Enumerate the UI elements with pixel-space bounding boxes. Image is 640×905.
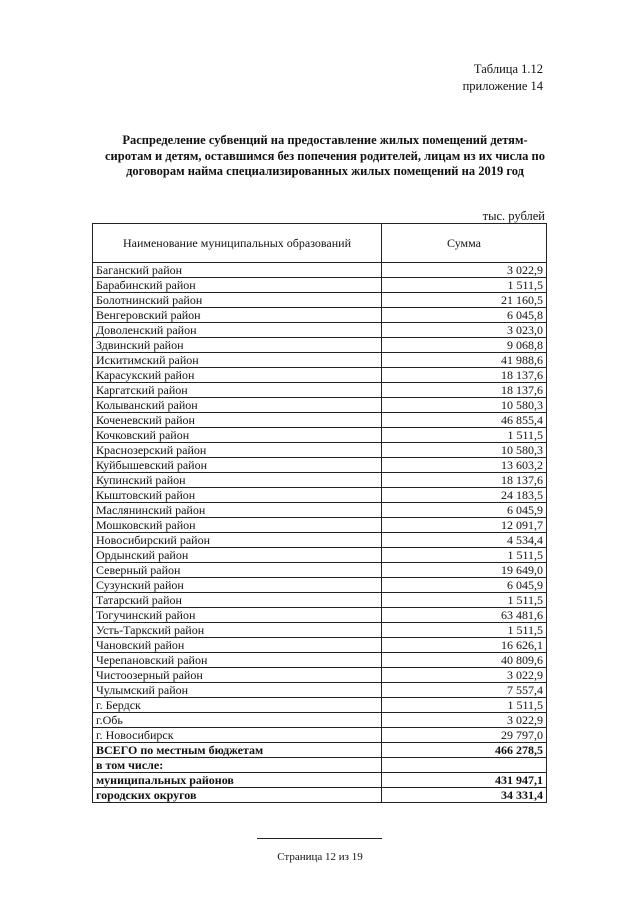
- municipality-name: Барабинский район: [93, 278, 382, 293]
- municipality-sum: 46 855,4: [382, 413, 547, 428]
- municipality-name: г.Обь: [93, 713, 382, 728]
- municipality-sum: 1 511,5: [382, 698, 547, 713]
- municipality-sum: 3 022,9: [382, 668, 547, 683]
- table-row: [93, 278, 547, 293]
- municipality-sum: 6 045,8: [382, 308, 547, 323]
- table-row: [93, 263, 547, 278]
- municipality-name: Коченевский район: [93, 413, 382, 428]
- municipality-sum: 1 511,5: [382, 623, 547, 638]
- footer-divider: [257, 838, 382, 839]
- cities-sum: 34 331,4: [382, 788, 547, 803]
- table-row: [93, 533, 547, 548]
- municipality-sum: 1 511,5: [382, 593, 547, 608]
- municipality-name: Черепановский район: [93, 653, 382, 668]
- title-line: сиротам и детям, оставшимся без попечения родителей, лицам из их числа по: [105, 148, 545, 163]
- title-line: Распределение субвенций на предоставление жилых помещений детям-: [122, 133, 528, 147]
- table-header-row: [93, 224, 547, 263]
- column-header-sum: Сумма: [382, 224, 547, 263]
- municipality-sum: 18 137,6: [382, 473, 547, 488]
- municipality-name: Искитимский район: [93, 353, 382, 368]
- title-line: договорам найма специализированных жилых помещений на 2019 год: [126, 164, 524, 178]
- municipality-sum: 3 023,0: [382, 323, 547, 338]
- page-number: Страница 12 из 19: [277, 851, 363, 863]
- including-sum-empty: [382, 758, 547, 773]
- table-row: [93, 323, 547, 338]
- municipality-name: Усть-Таркский район: [93, 623, 382, 638]
- cities-label: городских округов: [93, 788, 382, 803]
- districts-label: муниципальных районов: [93, 773, 382, 788]
- municipality-name: Доволенский район: [93, 323, 382, 338]
- units-label: тыс. рублей: [482, 209, 545, 223]
- table-row: [93, 398, 547, 413]
- districts-row: [93, 773, 547, 788]
- municipality-sum: 12 091,7: [382, 518, 547, 533]
- municipality-name: Колыванский район: [93, 398, 382, 413]
- municipality-sum: 13 603,2: [382, 458, 547, 473]
- table-body: [93, 263, 547, 743]
- table-row: [93, 413, 547, 428]
- table-row: [93, 563, 547, 578]
- table-row: [93, 608, 547, 623]
- subsidy-table: [92, 223, 547, 803]
- municipality-name: Кыштовский район: [93, 488, 382, 503]
- municipality-sum: 3 022,9: [382, 713, 547, 728]
- cities-row: [93, 788, 547, 803]
- municipality-sum: 4 534,4: [382, 533, 547, 548]
- table-row: [93, 353, 547, 368]
- municipality-sum: 3 022,9: [382, 263, 547, 278]
- table-row: [93, 728, 547, 743]
- municipality-sum: 6 045,9: [382, 578, 547, 593]
- municipality-name: г. Бердск: [93, 698, 382, 713]
- municipality-name: Маслянинский район: [93, 503, 382, 518]
- total-row: [93, 743, 547, 758]
- appendix-label: приложение 14: [462, 79, 543, 93]
- municipality-name: Здвинский район: [93, 338, 382, 353]
- municipality-name: Каргатский район: [93, 383, 382, 398]
- municipality-name: Купинский район: [93, 473, 382, 488]
- municipality-sum: 18 137,6: [382, 383, 547, 398]
- table-row: [93, 293, 547, 308]
- municipality-name: Куйбышевский район: [93, 458, 382, 473]
- table-row: [93, 518, 547, 533]
- municipality-sum: 6 045,9: [382, 503, 547, 518]
- table-row: [93, 443, 547, 458]
- municipality-sum: 16 626,1: [382, 638, 547, 653]
- column-header-name: Наименование муниципальных образований: [93, 224, 382, 263]
- municipality-sum: 9 068,8: [382, 338, 547, 353]
- table-row: [93, 338, 547, 353]
- municipality-sum: 7 557,4: [382, 683, 547, 698]
- table-number: Таблица 1.12: [473, 62, 543, 76]
- municipality-name: Венгеровский район: [93, 308, 382, 323]
- municipality-sum: 19 649,0: [382, 563, 547, 578]
- table-row: [93, 458, 547, 473]
- municipality-name: Баганский район: [93, 263, 382, 278]
- table-row: [93, 578, 547, 593]
- municipality-sum: 63 481,6: [382, 608, 547, 623]
- municipality-name: Новосибирский район: [93, 533, 382, 548]
- municipality-sum: 41 988,6: [382, 353, 547, 368]
- including-label: в том числе:: [93, 758, 382, 773]
- municipality-sum: 10 580,3: [382, 398, 547, 413]
- municipality-sum: 21 160,5: [382, 293, 547, 308]
- municipality-name: Татарский район: [93, 593, 382, 608]
- municipality-name: Ордынский район: [93, 548, 382, 563]
- municipality-name: Тогучинский район: [93, 608, 382, 623]
- municipality-sum: 29 797,0: [382, 728, 547, 743]
- table-row: [93, 683, 547, 698]
- total-sum: 466 278,5: [382, 743, 547, 758]
- municipality-name: Краснозерский район: [93, 443, 382, 458]
- table-row: [93, 428, 547, 443]
- municipality-sum: 40 809,6: [382, 653, 547, 668]
- municipality-name: Чановский район: [93, 638, 382, 653]
- table-row: [93, 668, 547, 683]
- table-row: [93, 473, 547, 488]
- municipality-sum: 1 511,5: [382, 278, 547, 293]
- municipality-name: Карасукский район: [93, 368, 382, 383]
- table-row: [93, 593, 547, 608]
- table-row: [93, 383, 547, 398]
- municipality-sum: 24 183,5: [382, 488, 547, 503]
- municipality-sum: 18 137,6: [382, 368, 547, 383]
- municipality-name: Чистоозерный район: [93, 668, 382, 683]
- table-row: [93, 638, 547, 653]
- table-row: [93, 488, 547, 503]
- table-summary: [93, 743, 547, 803]
- document-title: [90, 133, 560, 180]
- municipality-name: Северный район: [93, 563, 382, 578]
- table-row: [93, 698, 547, 713]
- municipality-sum: 10 580,3: [382, 443, 547, 458]
- table-row: [93, 503, 547, 518]
- municipality-sum: 1 511,5: [382, 428, 547, 443]
- table-row: [93, 308, 547, 323]
- total-label: ВСЕГО по местным бюджетам: [93, 743, 382, 758]
- municipality-name: Мошковский район: [93, 518, 382, 533]
- municipality-name: Чулымский район: [93, 683, 382, 698]
- table-row: [93, 368, 547, 383]
- table-row: [93, 548, 547, 563]
- table-row: [93, 653, 547, 668]
- table-row: [93, 623, 547, 638]
- municipality-sum: 1 511,5: [382, 548, 547, 563]
- municipality-name: Болотнинский район: [93, 293, 382, 308]
- municipality-name: Сузунский район: [93, 578, 382, 593]
- districts-sum: 431 947,1: [382, 773, 547, 788]
- table-row: [93, 713, 547, 728]
- municipality-name: г. Новосибирск: [93, 728, 382, 743]
- municipality-name: Кочковский район: [93, 428, 382, 443]
- including-row: [93, 758, 547, 773]
